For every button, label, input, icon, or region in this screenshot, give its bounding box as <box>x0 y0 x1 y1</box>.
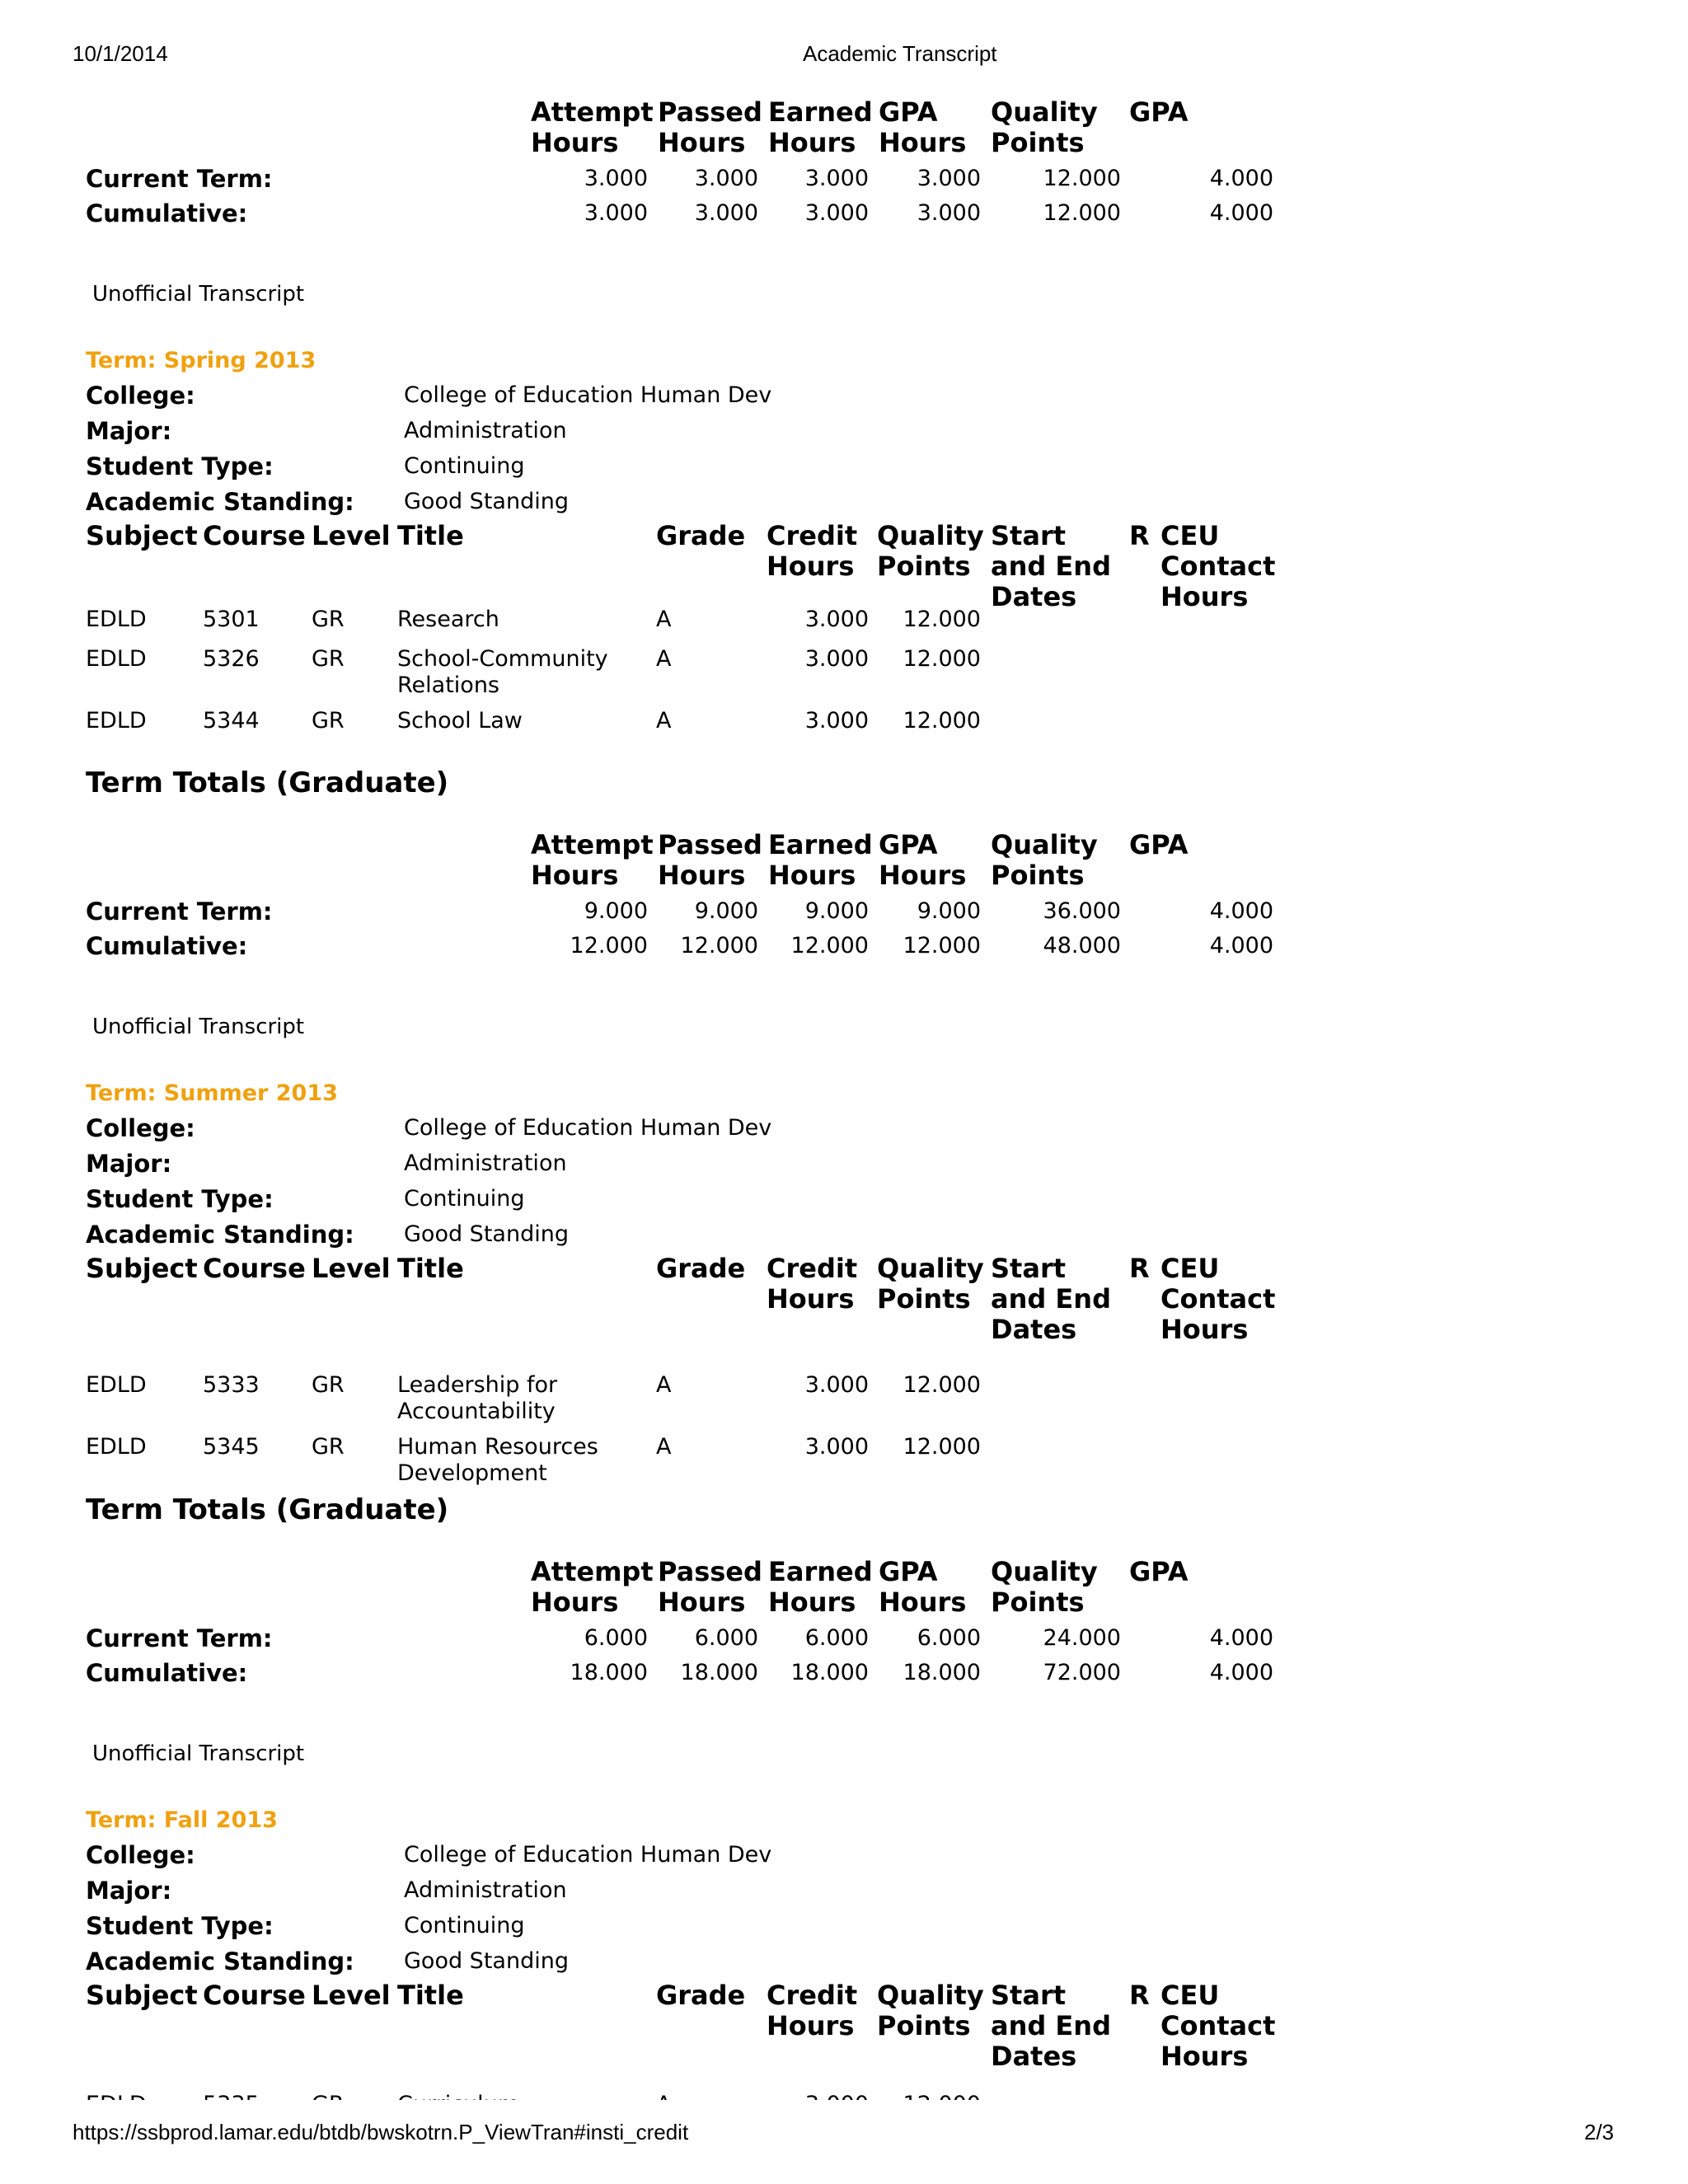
current-term-value: 4.000 <box>1209 1625 1273 1651</box>
course-title: School-Community <box>397 646 608 672</box>
course-title: Human Resources <box>397 1434 598 1460</box>
current-term-label: Current Term: <box>86 1624 273 1652</box>
info-value-standing: Good Standing <box>404 1221 569 1247</box>
course-col-header-level: Level <box>312 1253 391 1284</box>
current-term-label: Current Term: <box>86 898 273 926</box>
info-label-college: College: <box>86 1114 195 1142</box>
course-quality-points: 12.000 <box>903 1434 981 1460</box>
course-col-header-quality: Quality <box>877 520 984 551</box>
cumulative-value: 12.000 <box>790 933 869 958</box>
cumulative-value: 12.000 <box>1043 200 1121 226</box>
course-subject: EDLD <box>86 607 147 632</box>
current-term-value: 4.000 <box>1209 898 1273 924</box>
totals-col-header-passed: Passed <box>658 1556 762 1587</box>
info-label-standing: Academic Standing: <box>86 1947 354 1975</box>
course-col-header-quality: Quality <box>877 1980 984 2011</box>
course-col-header-dates: Start <box>991 1980 1067 2011</box>
totals-col-header-earned: Earned <box>768 829 873 860</box>
term-heading: Term: Summer 2013 <box>86 1080 338 1106</box>
totals-col-header-quality: Quality <box>991 829 1098 860</box>
totals-col-header-attempt: Attempt <box>531 829 654 860</box>
course-col-header-quality: Points <box>877 2010 971 2041</box>
course-number: 5345 <box>203 1434 260 1460</box>
totals-col-header-earned: Hours <box>768 1586 856 1618</box>
cumulative-value: 4.000 <box>1209 1660 1273 1685</box>
cumulative-value: 12.000 <box>903 933 981 958</box>
cumulative-value: 18.000 <box>570 1660 648 1685</box>
cumulative-value: 18.000 <box>903 1660 981 1685</box>
cumulative-value: 3.000 <box>584 200 648 226</box>
course-col-header-title: Title <box>397 520 464 551</box>
cumulative-value: 4.000 <box>1209 200 1273 226</box>
info-label-major: Major: <box>86 417 172 445</box>
course-title: Research <box>397 607 499 632</box>
course-title: Development <box>397 1460 547 1486</box>
info-value-college: College of Education Human Dev <box>404 1842 772 1868</box>
term-heading: Term: Spring 2013 <box>86 348 316 373</box>
current-term-value: 24.000 <box>1043 1625 1121 1651</box>
cumulative-value: 4.000 <box>1209 933 1273 958</box>
current-term-value: 6.000 <box>917 1625 981 1651</box>
current-term-value: 3.000 <box>804 166 869 191</box>
course-col-header-course: Course <box>203 1253 306 1284</box>
current-term-value: 36.000 <box>1043 898 1121 924</box>
info-value-standing: Good Standing <box>404 489 569 514</box>
course-col-header-credit: Hours <box>767 1283 855 1315</box>
info-label-standing: Academic Standing: <box>86 1221 354 1249</box>
unofficial-transcript-label: Unofficial Transcript <box>92 282 305 307</box>
totals-col-header-gpa: GPA <box>1129 96 1189 128</box>
course-subject: EDLD <box>86 646 147 672</box>
cumulative-value: 3.000 <box>804 200 869 226</box>
info-label-standing: Academic Standing: <box>86 488 354 516</box>
course-level: GR <box>312 646 345 672</box>
course-col-header-dates: Start <box>991 1253 1067 1284</box>
term-totals-heading: Term Totals (Graduate) <box>86 766 449 799</box>
course-col-header-grade: Grade <box>656 520 746 551</box>
totals-col-header-quality: Points <box>991 1586 1085 1618</box>
course-col-header-r: R <box>1129 1980 1150 2011</box>
course-subject: EDLD <box>86 1372 147 1398</box>
totals-col-header-quality: Points <box>991 127 1085 158</box>
course-col-header-credit: Credit <box>767 1253 858 1284</box>
course-col-header-r: R <box>1129 1253 1150 1284</box>
totals-col-header-gpa_hours: Hours <box>879 860 967 891</box>
course-col-header-ceu: Hours <box>1160 581 1249 612</box>
page-number: 2/3 <box>1584 2120 1615 2144</box>
course-subject: EDLD <box>86 1434 147 1460</box>
info-value-standing: Good Standing <box>404 1948 569 1974</box>
totals-col-header-attempt: Hours <box>531 860 619 891</box>
cumulative-value: 18.000 <box>680 1660 758 1685</box>
course-col-header-ceu: Hours <box>1160 1314 1249 1345</box>
totals-col-header-passed: Passed <box>658 96 762 128</box>
totals-col-header-earned: Earned <box>768 1556 873 1587</box>
totals-col-header-attempt: Attempt <box>531 1556 654 1587</box>
totals-col-header-passed: Hours <box>658 1586 746 1618</box>
current-term-value: 6.000 <box>694 1625 758 1651</box>
course-quality-points: 12.000 <box>903 607 981 632</box>
cumulative-label: Cumulative: <box>86 199 248 227</box>
cumulative-value: 48.000 <box>1043 933 1121 958</box>
totals-col-header-passed: Hours <box>658 860 746 891</box>
totals-col-header-attempt: Hours <box>531 127 619 158</box>
totals-col-header-gpa_hours: GPA <box>879 1556 938 1587</box>
course-col-header-dates: Dates <box>991 2041 1077 2072</box>
print-date: 10/1/2014 <box>73 41 168 66</box>
course-col-header-credit: Credit <box>767 1980 858 2011</box>
course-col-header-credit: Hours <box>767 551 855 582</box>
term-totals-heading: Term Totals (Graduate) <box>86 1493 449 1526</box>
totals-col-header-earned: Earned <box>768 96 873 128</box>
info-value-college: College of Education Human Dev <box>404 382 772 408</box>
course-level: GR <box>312 1434 345 1460</box>
unofficial-transcript-label: Unofficial Transcript <box>92 1741 305 1766</box>
totals-col-header-earned: Hours <box>768 860 856 891</box>
totals-col-header-gpa_hours: GPA <box>879 829 938 860</box>
totals-col-header-gpa_hours: Hours <box>879 127 967 158</box>
current-term-value: 12.000 <box>1043 166 1121 191</box>
cumulative-value: 12.000 <box>570 933 648 958</box>
course-credit-hours: 3.000 <box>804 708 869 733</box>
cumulative-value: 18.000 <box>790 1660 869 1685</box>
info-label-college: College: <box>86 382 195 410</box>
course-col-header-dates: and End <box>991 1283 1111 1315</box>
course-col-header-ceu: Contact <box>1160 551 1276 582</box>
current-term-value: 9.000 <box>917 898 981 924</box>
info-label-student_type: Student Type: <box>86 1912 274 1940</box>
course-col-header-course: Course <box>203 1980 306 2011</box>
cumulative-value: 3.000 <box>694 200 758 226</box>
course-credit-hours: 3.000 <box>804 1372 869 1398</box>
cumulative-value: 12.000 <box>680 933 758 958</box>
current-term-value: 9.000 <box>804 898 869 924</box>
totals-col-header-gpa: GPA <box>1129 1556 1189 1587</box>
course-grade: A <box>656 607 672 632</box>
course-col-header-dates: Dates <box>991 581 1077 612</box>
unofficial-transcript-label: Unofficial Transcript <box>92 1015 305 1039</box>
info-label-student_type: Student Type: <box>86 452 274 480</box>
current-term-value: 6.000 <box>584 1625 648 1651</box>
current-term-value: 4.000 <box>1209 166 1273 191</box>
course-level: GR <box>312 708 345 733</box>
info-value-major: Administration <box>404 1151 567 1176</box>
info-value-major: Administration <box>404 418 567 443</box>
term-heading: Term: Fall 2013 <box>86 1807 278 1833</box>
course-col-header-title: Title <box>397 1253 464 1284</box>
course-col-header-title: Title <box>397 1980 464 2011</box>
course-grade: A <box>656 708 672 733</box>
course-number: 5326 <box>203 646 260 672</box>
course-credit-hours: 3.000 <box>804 646 869 672</box>
course-col-header-course: Course <box>203 520 306 551</box>
totals-col-header-attempt: Attempt <box>531 96 654 128</box>
course-grade: A <box>656 1434 672 1460</box>
totals-col-header-quality: Quality <box>991 96 1098 128</box>
current-term-value: 6.000 <box>804 1625 869 1651</box>
course-quality-points: 12.000 <box>903 1372 981 1398</box>
totals-col-header-gpa_hours: Hours <box>879 1586 967 1618</box>
current-term-value: 9.000 <box>584 898 648 924</box>
course-col-header-ceu: CEU <box>1160 520 1220 551</box>
course-level: GR <box>312 607 345 632</box>
course-col-header-quality: Points <box>877 551 971 582</box>
info-value-student_type: Continuing <box>404 1913 525 1938</box>
course-subject: EDLD <box>86 708 147 733</box>
course-number: 5344 <box>203 708 260 733</box>
current-term-value: 9.000 <box>694 898 758 924</box>
info-label-college: College: <box>86 1841 195 1869</box>
course-title: School Law <box>397 708 523 733</box>
info-value-student_type: Continuing <box>404 453 525 479</box>
info-label-student_type: Student Type: <box>86 1185 274 1213</box>
totals-col-header-gpa_hours: GPA <box>879 96 938 128</box>
course-number: 5333 <box>203 1372 260 1398</box>
course-col-header-level: Level <box>312 1980 391 2011</box>
info-value-college: College of Education Human Dev <box>404 1115 772 1141</box>
course-col-header-subject: Subject <box>86 1253 198 1284</box>
course-col-header-dates: Start <box>991 520 1067 551</box>
info-value-major: Administration <box>404 1877 567 1903</box>
course-title: Relations <box>397 673 499 698</box>
current-term-value: 3.000 <box>584 166 648 191</box>
totals-col-header-passed: Passed <box>658 829 762 860</box>
totals-col-header-passed: Hours <box>658 127 746 158</box>
course-col-header-dates: and End <box>991 2010 1111 2041</box>
course-number: 5301 <box>203 607 260 632</box>
course-col-header-ceu: CEU <box>1160 1253 1220 1284</box>
course-col-header-ceu: Hours <box>1160 2041 1249 2072</box>
totals-col-header-quality: Points <box>991 860 1085 891</box>
course-col-header-grade: Grade <box>656 1253 746 1284</box>
course-col-header-ceu: CEU <box>1160 1980 1220 2011</box>
course-col-header-dates: Dates <box>991 1314 1077 1345</box>
course-col-header-grade: Grade <box>656 1980 746 2011</box>
course-col-header-credit: Hours <box>767 2010 855 2041</box>
totals-col-header-attempt: Hours <box>531 1586 619 1618</box>
course-title: Leadership for <box>397 1372 558 1398</box>
current-term-value: 3.000 <box>917 166 981 191</box>
course-col-header-ceu: Contact <box>1160 1283 1276 1315</box>
course-grade: A <box>656 646 672 672</box>
current-term-label: Current Term: <box>86 165 273 193</box>
course-col-header-level: Level <box>312 520 391 551</box>
course-level: GR <box>312 1372 345 1398</box>
totals-col-header-earned: Hours <box>768 127 856 158</box>
course-quality-points: 12.000 <box>903 708 981 733</box>
course-credit-hours: 3.000 <box>804 607 869 632</box>
cumulative-value: 3.000 <box>917 200 981 226</box>
totals-col-header-gpa: GPA <box>1129 829 1189 860</box>
cumulative-label: Cumulative: <box>86 932 248 960</box>
cumulative-value: 72.000 <box>1043 1660 1121 1685</box>
course-col-header-quality: Points <box>877 1283 971 1315</box>
course-col-header-ceu: Contact <box>1160 2010 1276 2041</box>
course-quality-points: 12.000 <box>903 646 981 672</box>
course-col-header-subject: Subject <box>86 1980 198 2011</box>
course-col-header-r: R <box>1129 520 1150 551</box>
totals-col-header-quality: Quality <box>991 1556 1098 1587</box>
course-col-header-dates: and End <box>991 551 1111 582</box>
cumulative-label: Cumulative: <box>86 1659 248 1687</box>
course-grade: A <box>656 1372 672 1398</box>
page-title: Academic Transcript <box>803 41 997 66</box>
info-value-student_type: Continuing <box>404 1186 525 1212</box>
course-col-header-subject: Subject <box>86 520 198 551</box>
course-credit-hours: 3.000 <box>804 1434 869 1460</box>
page-url: https://ssbprod.lamar.edu/btdb/bwskotrn.P_ViewTran#insti_credit <box>73 2120 689 2144</box>
info-label-major: Major: <box>86 1150 172 1178</box>
course-col-header-quality: Quality <box>877 1253 984 1284</box>
course-col-header-credit: Credit <box>767 520 858 551</box>
course-title: Accountability <box>397 1399 556 1424</box>
current-term-value: 3.000 <box>694 166 758 191</box>
info-label-major: Major: <box>86 1877 172 1905</box>
